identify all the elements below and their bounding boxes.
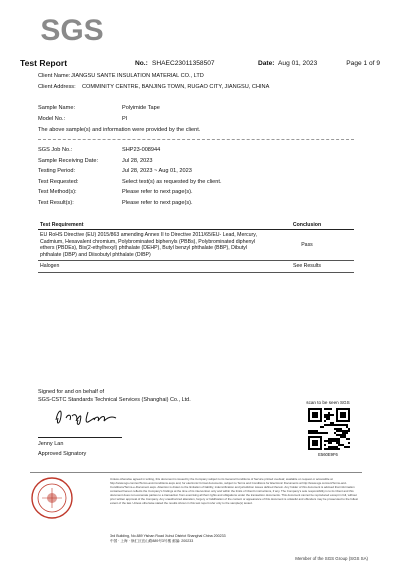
report-date-label: Date: [258,60,275,67]
fine-print: Unless otherwise agreed in writing, this document is issued by the Company subject to its General Conditions of Service printed overleaf, available on request or accessible at http://www.sgs.com/en/Terms-and-Conditions.aspx and, for electronic format documents, subject to Terms and Conditions for Electronic Documents at http://www.sgs.com/en/Terms-and-Conditions/Terms-e-Document.aspx. Attention is drawn to the limitation of liability, indemnification and jurisdiction issues defined therein. Any holder of this document is advised that information contained hereon reflects the Company's findings at the time of its intervention only and within the limits of Client's instructions, if any. The Company's sole responsibility is to its Client and this document does not exonerate parties to a transaction from exercising all their rights and obligations under the transaction documents. This document cannot be reproduced except in full, without prior written approval of the Company. Any unauthorized alteration, forgery or falsification of the content or appearance of this document is unlawful and offenders may be prosecuted to the fullest extent of the law. Unless otherwise stated the results shown in this test report refer only to the sample(s) tested. [110,477,358,505]
client-address-label: Client Address: [38,84,76,90]
job-row-label: Sample Receiving Date: [38,157,99,164]
table-header-row [38,221,354,230]
qr-label: scan to be seen SGS [306,400,350,405]
table-row [38,230,354,261]
table-row [38,261,354,273]
member-text: Member of the SGS Group (SGS SA) [295,556,368,561]
report-no-value: SHAEC23011358507 [152,60,215,67]
sgs-logo [34,12,110,46]
job-row-value: SHP23-008944 [122,147,161,153]
signed-line-2: SGS-CSTC Standards Technical Services (Shanghai) Co., Ltd. [38,397,191,403]
requirement-cell: Halogen [38,261,260,273]
report-no-label: No.: [135,60,148,67]
qr-id: E560E9F6 [318,452,338,457]
job-row-value: Select test(s) as requested by the client. [122,178,222,185]
signatory-name: Jenny Lan [38,441,64,447]
handwritten-signature [52,406,122,428]
inspection-seal-icon [30,476,74,520]
footer-divider [30,472,362,473]
requirement-cell: EU RoHS Directive (EU) 2015/863 amending Annex II to Directive 2011/65/EU- Lead, Mercury, Cadmium, Hexavalent chromium, Polybrominated biphenyls (PBBs), Polybrominated diphenyl ethers (PBDEs), Bis(2-ethylhexyl) phthalate (DEHP), Butyl benzyl phthalate (BBP), Dibutyl phthalate (DBP) and Diisobutyl phthalate (DIBP) [38,230,260,261]
job-row-label: Test Requested: [38,178,79,185]
job-row-label: SGS Job No.: [38,147,73,153]
model-label: Model No.: [38,116,66,122]
col-conclusion-header: Conclusion [260,221,354,230]
client-address-value: COMMINITY CENTRE, BANJING TOWN, RUGAO CITY, JIANGSU, CHINA [82,84,270,90]
signatory-title: Approved Signatory [38,451,87,457]
job-row-label: Test Method(s): [38,189,77,195]
job-row-value: Please refer to next page(s). [122,189,193,195]
model-value: PI [122,116,128,122]
sgs-logo-text: SGS [40,14,104,46]
col-requirement-header: Test Requirement [38,221,260,230]
report-header [20,58,380,72]
address-en: 3rd Building, No.889 Yishan Road Xuhui District Shanghai China 200233 [110,534,226,538]
address-block [110,534,362,544]
dashed-separator [38,139,354,140]
page-number: Page 1 of 9 [346,60,380,67]
job-row-value: Jul 28, 2023 [122,157,153,164]
sample-note-text: The above sample(s) and information were provided by the client. [38,127,201,133]
report-title: Test Report [20,58,68,68]
client-name-value: JIANGSU SANTE INSULATION MATERIAL CO., LTD [71,73,204,79]
sample-name-value: Polyimide Tape [122,105,160,111]
requirements-table [38,221,354,273]
job-row-value: Jul 28, 2023 ~ Aug 01, 2023 [122,168,192,174]
sample-name-label: Sample Name: [38,105,75,111]
job-row-value: Please refer to next page(s). [122,199,193,206]
qr-code[interactable] [308,408,350,450]
address-cn: 中国 · 上海 · 徐汇区宜山路889号3号楼 邮编: 200233 [110,539,194,544]
conclusion-cell: Pass [260,230,354,261]
conclusion-cell: See Results [260,261,354,273]
job-row-label: Testing Period: [38,168,76,174]
job-row-label: Test Result(s): [38,199,74,206]
report-date-value: Aug 01, 2023 [278,60,318,67]
client-name-label: Client Name: [38,73,71,79]
signature-line [38,437,122,438]
signed-line-1: Signed for and on behalf of [38,389,105,395]
